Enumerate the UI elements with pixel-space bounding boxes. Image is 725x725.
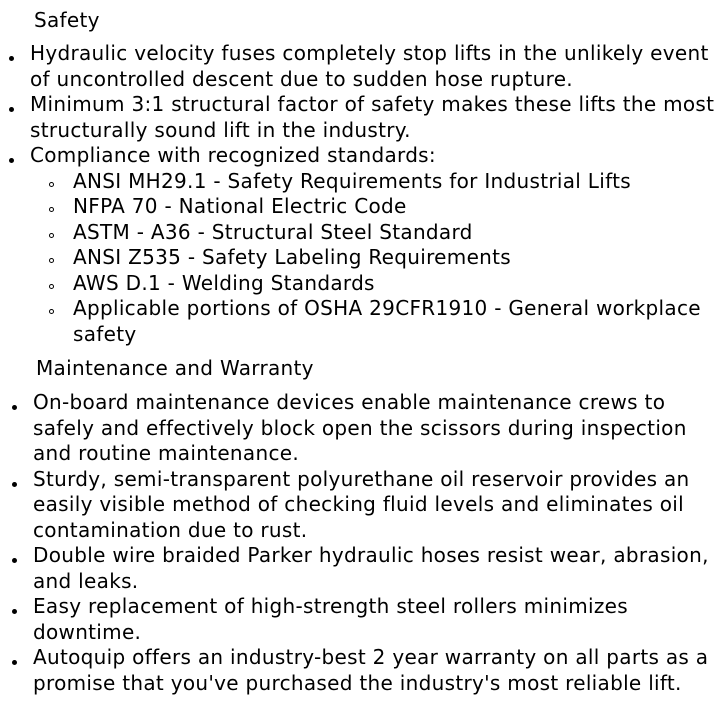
maintenance-item-text: Easy replacement of high-strength steel rollers minimizes downtime.: [33, 594, 628, 644]
maintenance-heading: Maintenance and Warranty: [36, 356, 314, 380]
list-item: [3, 594, 725, 645]
list-item: [0, 143, 725, 347]
list-item: [3, 390, 725, 467]
safety-item-text: Hydraulic velocity fuses completely stop lifts in the unlikely event of uncontrolled descent due to sudden hose rupture.: [30, 41, 709, 91]
list-item: [0, 92, 725, 143]
standards-item: [43, 169, 725, 195]
circle-bullet-icon: [48, 194, 62, 219]
standards-item: [43, 271, 725, 297]
maintenance-item-text: Autoquip offers an industry-best 2 year warranty on all parts as a promise that you've purchased the industry's most reliable lift.: [33, 645, 709, 695]
standard-text: NFPA 70 - National Electric Code: [73, 194, 407, 218]
circle-bullet-icon: [48, 296, 62, 321]
safety-item-text: Minimum 3:1 structural factor of safety makes these lifts the most structurally sound lift in the industry.: [30, 92, 715, 142]
standard-text: ANSI MH29.1 - Safety Requirements for Industrial Lifts: [73, 168, 631, 193]
maintenance-item-text: Sturdy, semi-transparent polyurethane oil reservoir provides an easily visible method of checking fluid levels and eliminates oil contamination due to rust.: [33, 466, 690, 542]
safety-item-text: Compliance with recognized standards:: [30, 143, 436, 167]
list-item: [3, 645, 725, 696]
standard-text: ANSI Z535 - Safety Labeling Requirements: [73, 245, 512, 269]
circle-bullet-icon: [48, 220, 62, 245]
circle-bullet-icon: [48, 169, 62, 194]
list-item: [3, 467, 725, 544]
standard-text: AWS D.1 - Welding Standards: [73, 270, 375, 295]
list-item: [3, 543, 725, 594]
safety-heading: Safety: [34, 8, 100, 32]
circle-bullet-icon: [48, 245, 62, 270]
standards-item: [43, 220, 725, 246]
standards-item: [43, 245, 725, 271]
standard-text: ASTM - A36 - Structural Steel Standard: [73, 219, 473, 244]
circle-bullet-icon: [48, 271, 62, 296]
safety-list: [0, 41, 725, 347]
standard-text: Applicable portions of OSHA 29CFR1910 - General workplace safety: [73, 296, 701, 346]
standards-list: [43, 169, 725, 348]
maintenance-item-text: On-board maintenance devices enable maintenance crews to safely and effectively block open the scissors during inspection and routine maintenance.: [33, 390, 687, 465]
list-item: [0, 41, 725, 92]
maintenance-item-text: Double wire braided Parker hydraulic hoses resist wear, abrasion, and leaks.: [33, 543, 709, 593]
standards-item: [43, 296, 725, 347]
standards-item: [43, 194, 725, 220]
maintenance-list: [3, 390, 725, 696]
